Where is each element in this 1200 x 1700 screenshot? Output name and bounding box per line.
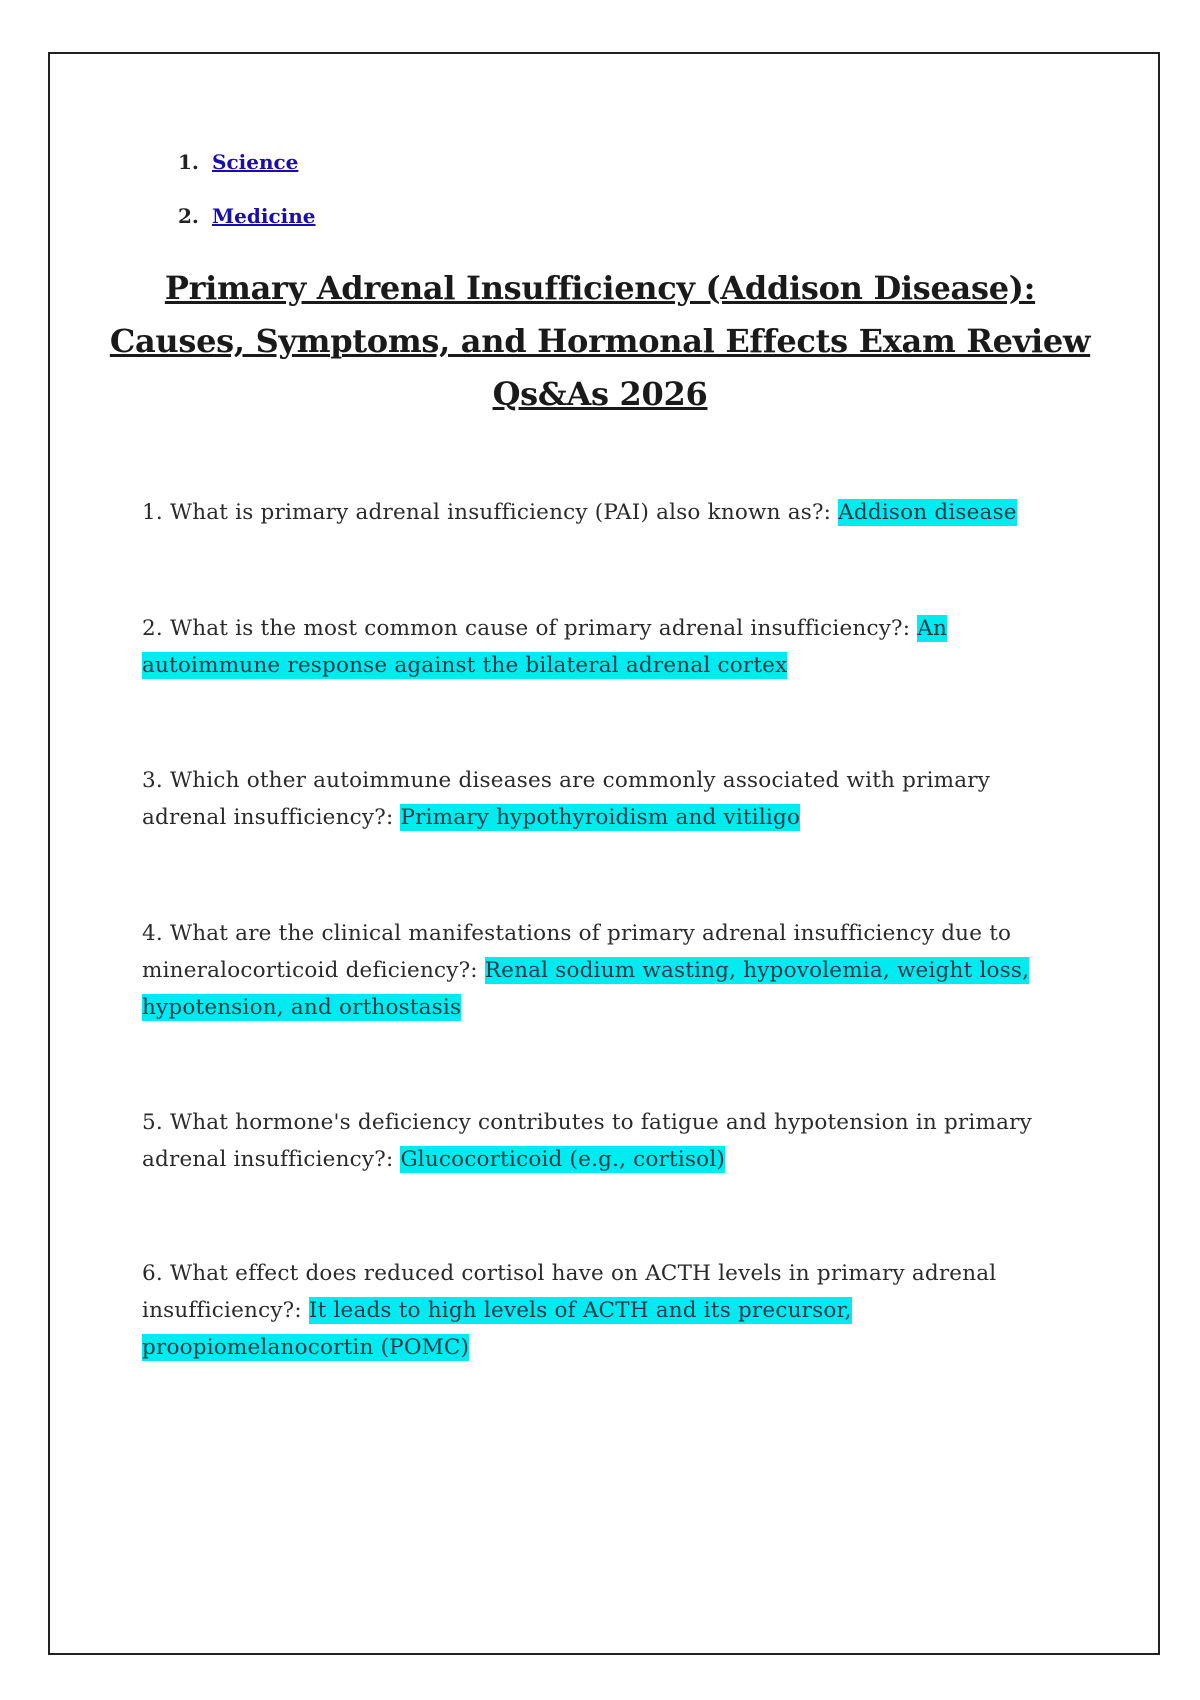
- answer-highlight: Glucocorticoid (e.g., cortisol): [400, 1147, 725, 1172]
- breadcrumb-item-science: [178, 150, 316, 204]
- breadcrumb-number: 1.: [178, 150, 199, 174]
- qa-item-6: [142, 1255, 1052, 1366]
- answer-highlight: It leads to high levels of ACTH and its precursor, proopiomelanocortin (POMC): [142, 1298, 852, 1360]
- breadcrumb-link-medicine[interactable]: Medicine: [212, 204, 316, 228]
- qa-item-4: [142, 915, 1052, 1026]
- qa-item-1: [142, 494, 1052, 531]
- answer-highlight: An autoimmune response against the bilateral adrenal cortex: [142, 616, 948, 678]
- title-line-2: Causes, Symptoms, and Hormonal Effects Exam Review: [109, 322, 1091, 360]
- breadcrumb-item-medicine: [178, 204, 316, 258]
- answer-highlight: Renal sodium wasting, hypovolemia, weight loss, hypotension, and orthostasis: [142, 958, 1030, 1020]
- qa-item-5: [142, 1104, 1052, 1178]
- breadcrumb-link-science[interactable]: Science: [212, 150, 299, 174]
- question-text: 4. What are the clinical manifestations of primary adrenal insufficiency due to mineralocorticoid deficiency?:: [142, 921, 1012, 983]
- breadcrumb: [178, 150, 316, 258]
- question-text: 2. What is the most common cause of primary adrenal insufficiency?:: [142, 616, 918, 641]
- answer-highlight: Addison disease: [838, 500, 1017, 525]
- breadcrumb-number: 2.: [178, 204, 199, 228]
- qa-item-3: [142, 762, 1052, 836]
- title-line-1: Primary Adrenal Insufficiency (Addison Disease):: [164, 269, 1036, 307]
- qa-item-2: [142, 610, 1052, 684]
- question-text: 3. Which other autoimmune diseases are commonly associated with primary adrenal insufficiency?:: [142, 768, 991, 830]
- question-text: 5. What hormone's deficiency contributes to fatigue and hypotension in primary adrenal insufficiency?:: [142, 1110, 1032, 1172]
- answer-highlight: Primary hypothyroidism and vitiligo: [400, 805, 801, 830]
- question-text: 1. What is primary adrenal insufficiency (PAI) also known as?:: [142, 500, 839, 525]
- question-text: 6. What effect does reduced cortisol have on ACTH levels in primary adrenal insufficiency?:: [142, 1261, 997, 1323]
- title-line-3: Qs&As 2026: [492, 375, 708, 413]
- page-title: [100, 262, 1100, 421]
